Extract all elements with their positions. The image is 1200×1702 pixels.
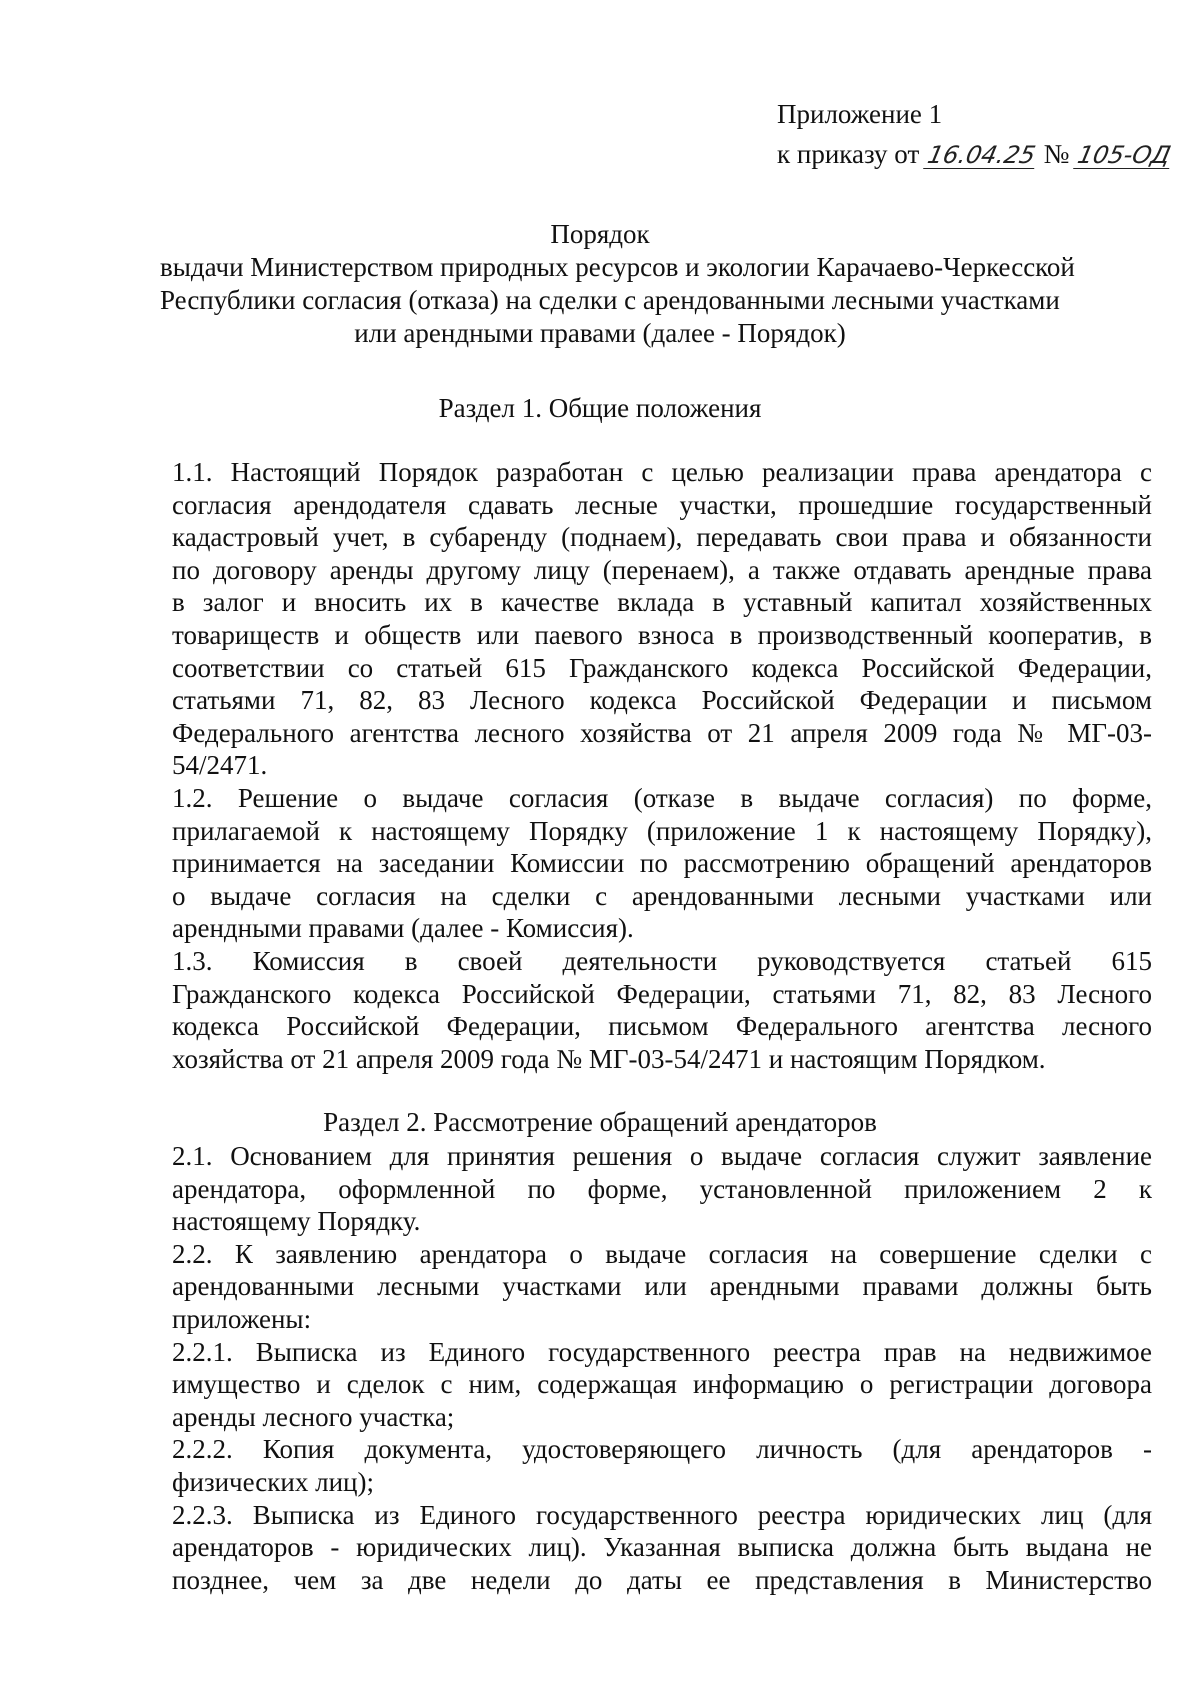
text-line: по договору аренды другому лицу (перенаем), а также отдавать арендные права <box>172 554 1152 585</box>
section-2-heading: Раздел 2. Рассмотрение обращений арендаторов <box>323 1107 877 1137</box>
number-sign: № <box>1043 139 1070 169</box>
text-line: 2.2.3. Выписка из Единого государственного реестра юридических лиц (для <box>172 1499 1152 1530</box>
paragraph-2-1 <box>172 1140 1152 1238</box>
paragraph-1-2 <box>172 782 1152 945</box>
text-line: соответствии со статьей 615 Гражданского кодекса Российской Федерации, <box>172 652 1152 683</box>
text-line: согласия арендодателя сдавать лесные участки, прошедшие государственный <box>172 489 1152 520</box>
text-line: арендованными лесными участками или арендными правами должны быть <box>172 1271 1152 1302</box>
text-line: прилагаемой к настоящему Порядку (приложение 1 к настоящему Порядку), <box>172 815 1152 846</box>
text-line: аренды лесного участка; <box>172 1401 455 1432</box>
text-line: 2.1. Основанием для принятия решения о выдаче согласия служит заявление <box>172 1141 1152 1171</box>
section-1-body <box>172 456 1152 1075</box>
text-line: позднее, чем за две недели до даты ее представления в Министерство <box>172 1564 1152 1595</box>
title-line-3: Республики согласия (отказа) на сделки с арендованными лесными участками <box>160 285 1060 315</box>
text-line: кадастровый учет, в субаренду (поднаем), передавать свои права и обязанности <box>172 522 1152 553</box>
text-line: кодекса Российской Федерации, письмом Федерального агентства лесного <box>172 1011 1152 1042</box>
text-line: товариществ и обществ или паевого взноса в производственный кооператив, в <box>172 619 1152 650</box>
paragraph-2-2-2 <box>172 1433 1152 1498</box>
paragraph-2-2 <box>172 1238 1152 1336</box>
title-line-2: выдачи Министерством природных ресурсов и экологии Карачаево-Черкесской <box>160 252 1075 282</box>
section-2-body <box>172 1140 1152 1596</box>
text-line: 1.2. Решение о выдаче согласия (отказе в выдаче согласия) по форме, <box>172 782 1152 813</box>
text-line: принимается на заседании Комиссии по рассмотрению обращений арендаторов <box>172 848 1152 879</box>
text-line: арендатора, оформленной по форме, установленной приложением 2 к <box>172 1173 1152 1204</box>
text-line: физических лиц); <box>172 1466 374 1497</box>
appendix-header <box>777 94 1172 174</box>
document-title <box>160 218 1075 350</box>
text-line: в залог и вносить их в качестве вклада в уставный капитал хозяйственных <box>172 587 1152 618</box>
text-line: статьями 71, 82, 83 Лесного кодекса Российской Федерации и письмом <box>172 685 1152 716</box>
handwritten-order-number: 105-ОД <box>1075 141 1174 169</box>
paragraph-1-3 <box>172 945 1152 1075</box>
text-line: хозяйства от 21 апреля 2009 года № МГ-03-54/2471 и настоящим Порядком. <box>172 1043 1046 1074</box>
order-prefix: к приказу от <box>777 139 920 169</box>
section-1-heading: Раздел 1. Общие положения <box>438 393 762 423</box>
appendix-label: Приложение 1 <box>777 99 943 129</box>
text-line: 2.2.2. Копия документа, удостоверяющего личность (для арендаторов - <box>172 1434 1152 1465</box>
text-line: 1.3. Комиссия в своей деятельности руководствуется статьей 615 <box>172 945 1152 976</box>
text-line: Гражданского кодекса Российской Федерации, статьями 71, 82, 83 Лесного <box>172 978 1152 1009</box>
title-line-4: или арендными правами (далее - Порядок) <box>354 318 846 348</box>
text-line: арендаторов - юридических лиц). Указанная выписка должна быть выдана не <box>172 1532 1152 1563</box>
text-line: 2.2. К заявлению арендатора о выдаче согласия на совершение сделки с <box>172 1238 1152 1269</box>
text-line: о выдаче согласия на сделки с арендованными лесными участками или <box>172 880 1152 911</box>
text-line: Федерального агентства лесного хозяйства от 21 апреля 2009 года № МГ-03- <box>172 717 1152 748</box>
order-reference <box>777 134 1172 174</box>
text-line: 1.1. Настоящий Порядок разработан с целью реализации права арендатора с <box>172 457 1152 487</box>
title-line-1: Порядок <box>550 219 650 249</box>
text-line: имущество и сделок с ним, содержащая информацию о регистрации договора <box>172 1369 1152 1400</box>
text-line: настоящему Порядку. <box>172 1206 421 1237</box>
text-line: 2.2.1. Выписка из Единого государственного реестра прав на недвижимое <box>172 1336 1152 1367</box>
handwritten-date: 16.04.25 <box>925 141 1038 169</box>
text-line: арендными правами (далее - Комиссия). <box>172 913 634 944</box>
text-line: приложены: <box>172 1303 312 1334</box>
paragraph-2-2-1 <box>172 1336 1152 1434</box>
paragraph-1-1 <box>172 456 1152 782</box>
paragraph-2-2-3 <box>172 1499 1152 1597</box>
text-line: 54/2471. <box>172 750 268 781</box>
